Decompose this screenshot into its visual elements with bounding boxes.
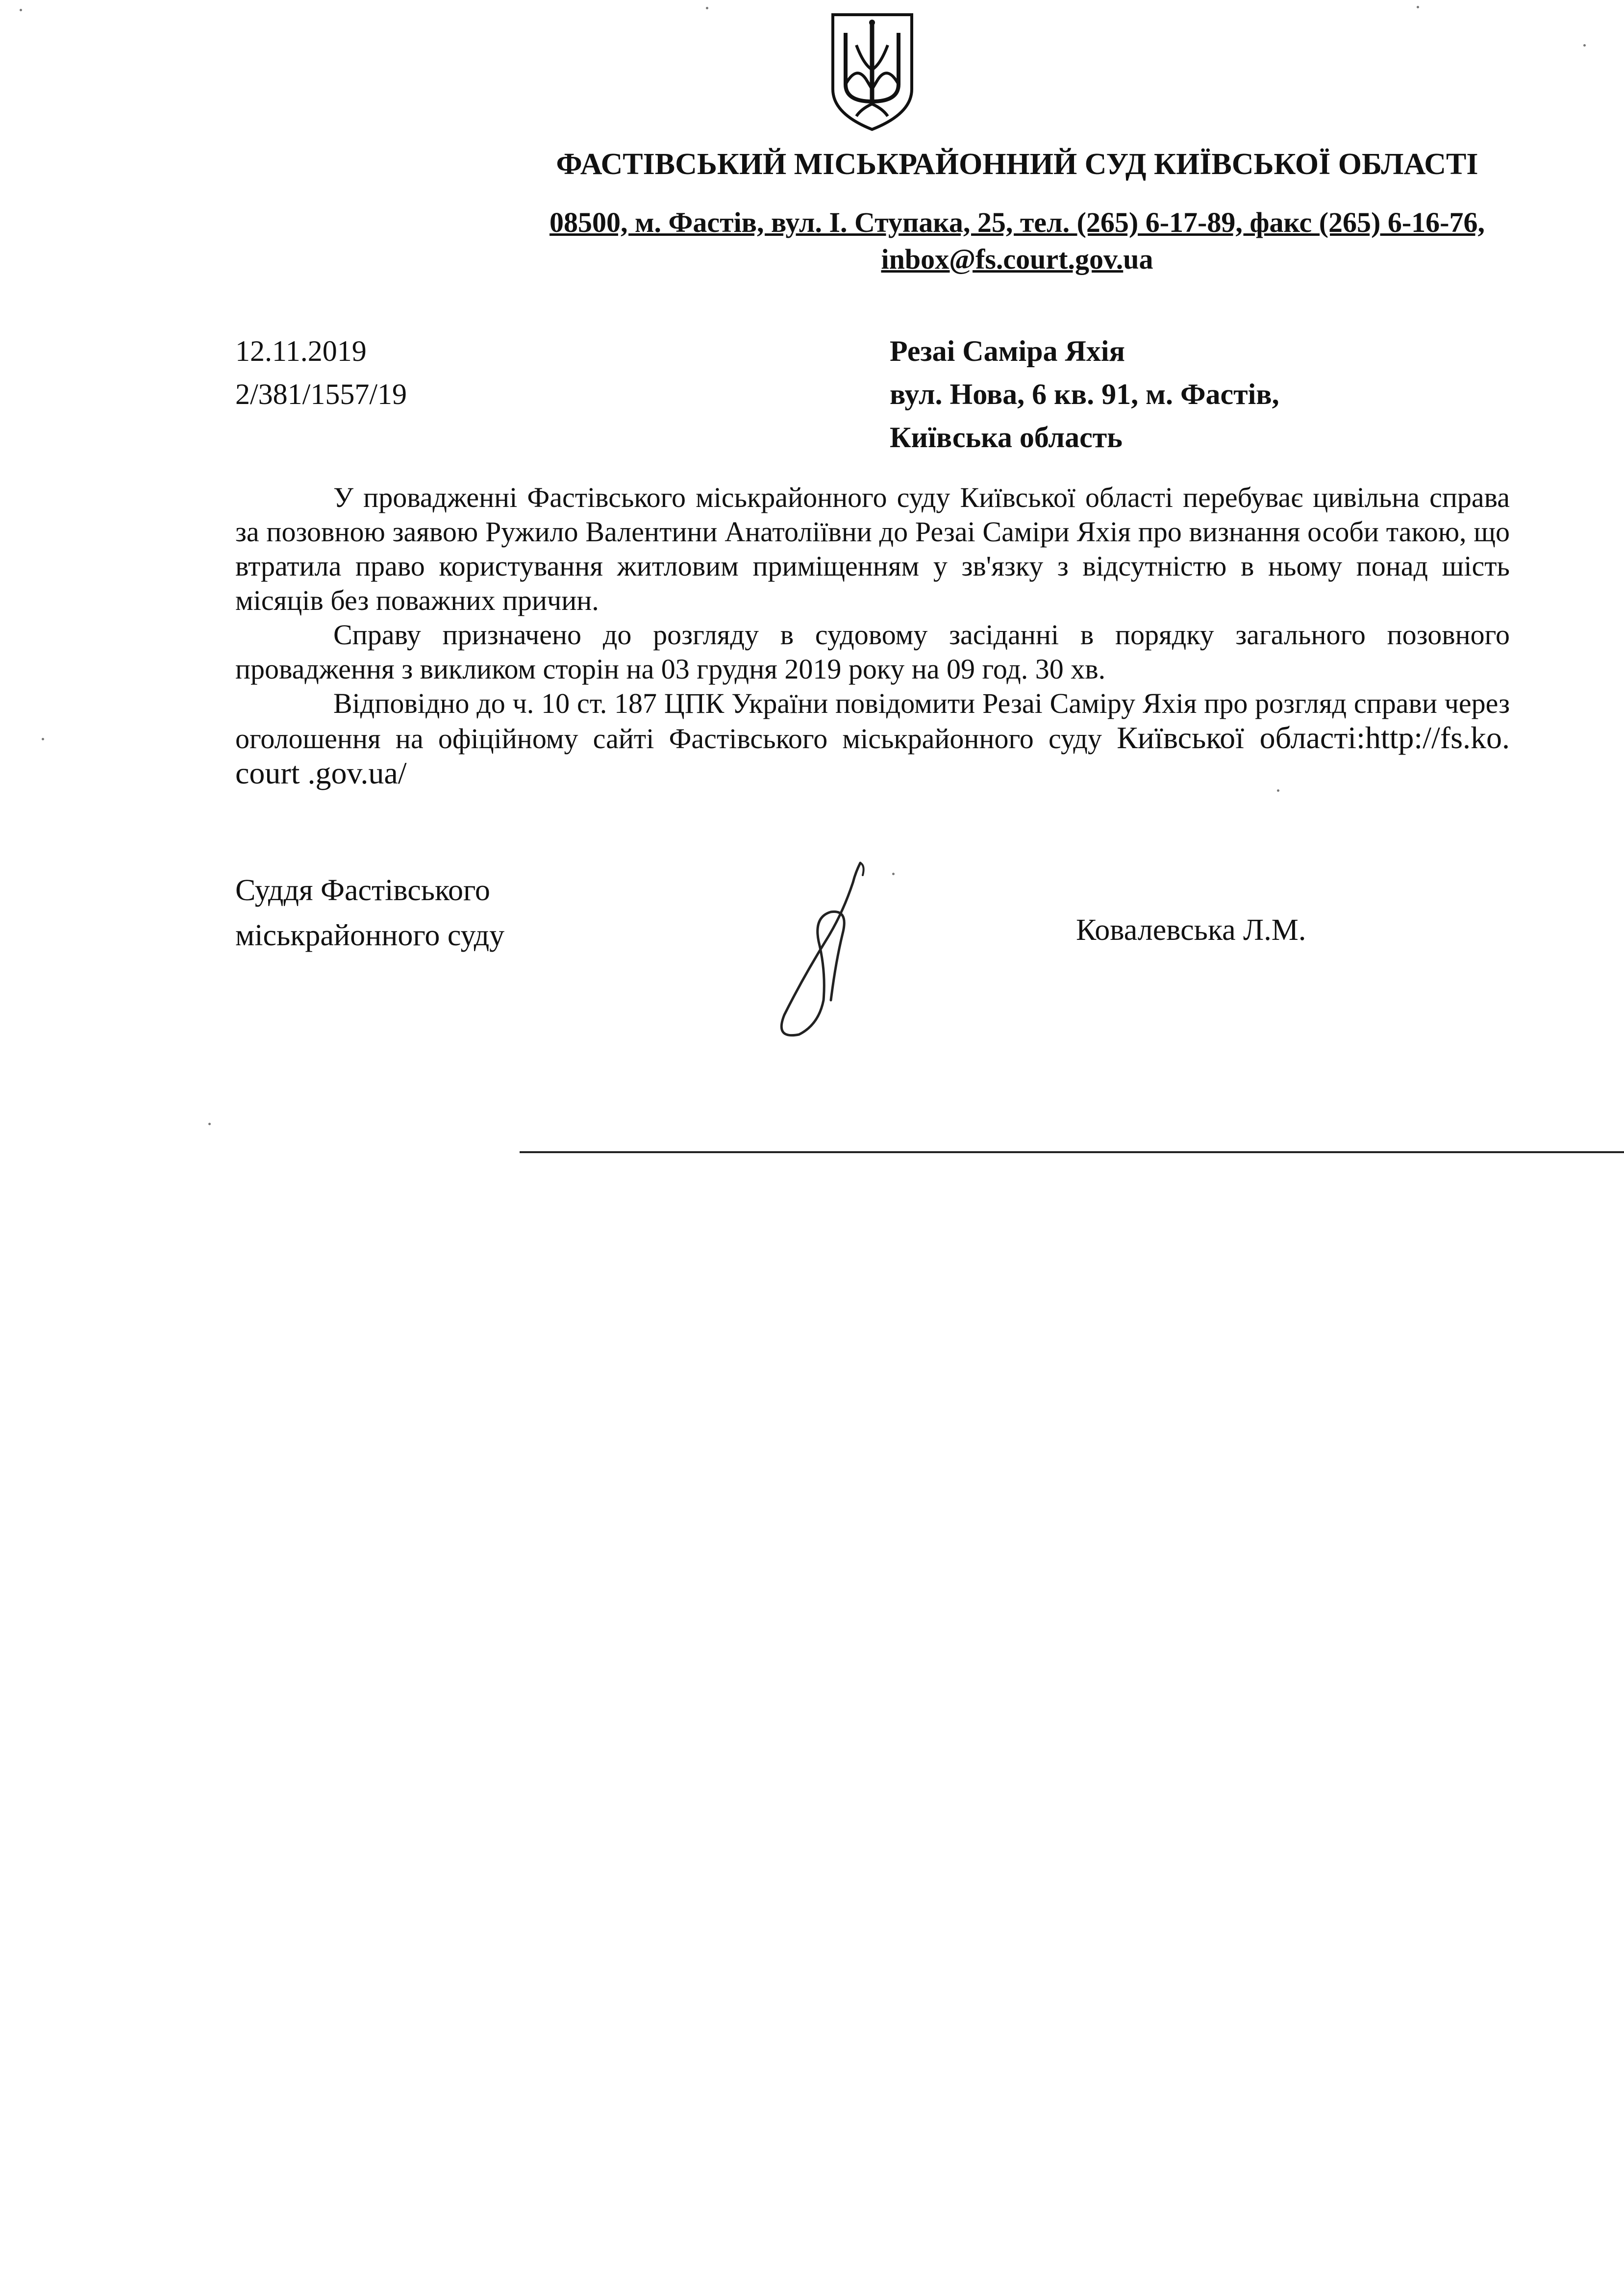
body-paragraph-1: У провадженні Фастівського міськрайонного суду Київської області перебуває цивільна справа за позовною заявою Ружило Валентини Анатоліївни до Резаі Саміри Яхія про визнання особи такою, що втратила право користування житловим приміщенням у зв'язку з відсутністю в ньому понад шість місяців без поважних причин. [235,481,1510,616]
handwritten-signature-icon [745,853,902,1049]
scan-speck [20,9,22,11]
signatory-title-line1: Суддя Фастівського [235,874,490,907]
body-paragraph-2: Справу призначено до розгляду в судовому засіданні в порядку загального позовного провадження з викликом сторін на 03 грудня 2019 року на 09 год. 30 хв. [235,619,1510,685]
recipient-name: Резаі Саміра Яхія [890,335,1125,367]
court-email-tail: ua [1123,243,1153,275]
court-email [0,243,1624,276]
letter-meta [235,329,407,416]
scan-speck [1417,6,1419,8]
case-number: 2/381/1557/19 [235,378,407,410]
court-website: Київської області:http://fs.ko. court .gov.ua/ [235,720,1510,790]
body-paragraph-3 [235,686,1510,791]
recipient-block [890,329,1279,459]
scan-speck [42,738,44,740]
coat-of-arms-icon [827,11,918,133]
scan-speck [1277,789,1279,792]
recipient-address-line1: вул. Нова, 6 кв. 91, м. Фастів, [890,378,1279,410]
letter-date: 12.11.2019 [235,335,367,367]
scan-speck [892,873,895,875]
recipient-address-line2: Київська область [890,421,1123,454]
scan-speck [208,1123,211,1125]
court-name: ФАСТІВСЬКИЙ МІСЬКРАЙОННИЙ СУД КИЇВСЬКОЇ ОБЛАСТІ [556,148,1478,181]
body-paragraph-3-text: Відповідно до ч. 10 ст. 187 ЦПК України повідомити Резаі Саміру Яхія про розгляд справи через оголошення на офіційному сайті Фастівського міськрайонного суду [235,687,1510,755]
scan-speck [1583,44,1586,47]
divider-line [520,1151,1624,1153]
court-email-underlined: inbox@fs.court.gov. [881,243,1124,275]
letter-body [235,480,1510,791]
signatory-title [235,868,504,958]
judge-name: Ковалевська Л.М. [1076,913,1306,947]
court-address: 08500, м. Фастів, вул. І. Ступака, 25, тел. (265) 6-17-89, факс (265) 6-16-76, [550,206,1485,238]
signatory-title-line2: міськрайонного суду [235,919,505,952]
scan-speck [706,7,708,9]
